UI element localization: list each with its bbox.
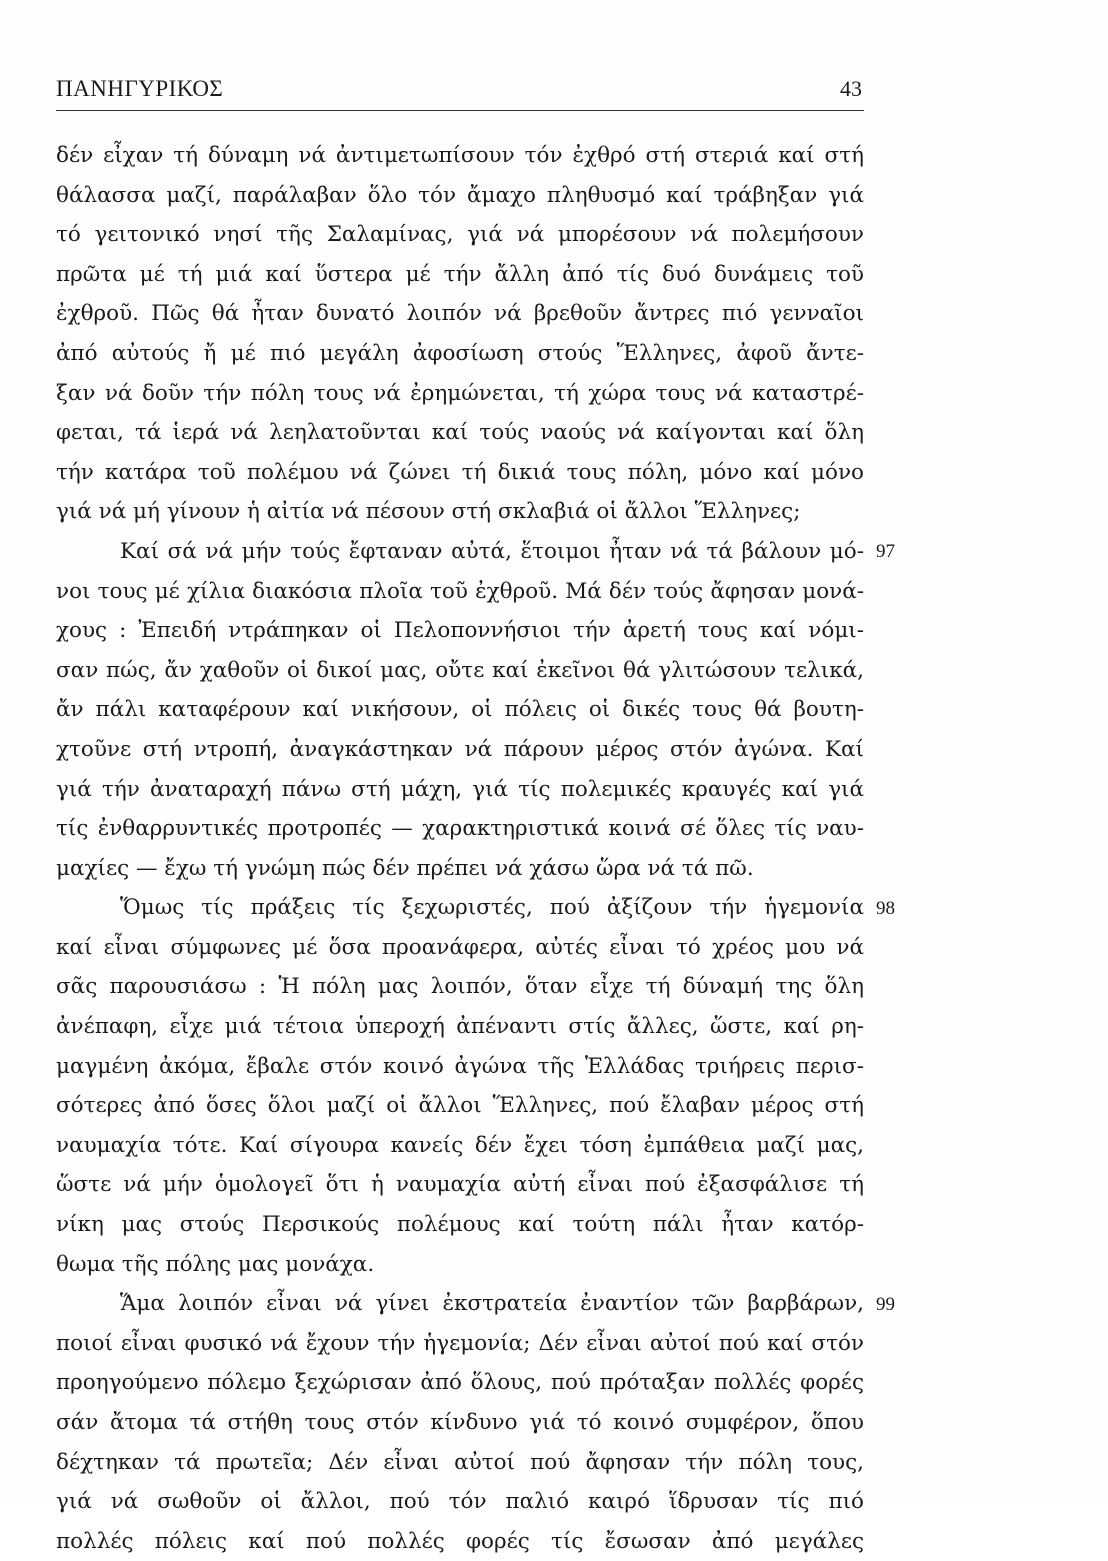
text-line: μαχίες — ἔχω τή γνώμη πώς δέν πρέπει νά χάσω ὥρα νά τά πῶ. (56, 855, 754, 881)
text-line: σότερες ἀπό ὅσες ὅλοι μαζί οἱ ἄλλοι Ἕλληνες, πού ἔλαβαν μέρος στή (56, 1093, 864, 1119)
text-line: θωμα τῆς πόλης μας μονάχα. (56, 1251, 375, 1277)
page-number: 43 (840, 76, 862, 101)
text-line: καί εἶναι σύμφωνες μέ ὅσα προανάφερα, αὐτές εἶναι τό χρέος μου νά (56, 934, 864, 960)
text-line: δέχτηκαν τά πρωτεῖα; Δέν εἶναι αὐτοί πού ἄφησαν τήν πόλη τους, (56, 1449, 864, 1475)
text-line: γιά τήν ἀναταραχή πάνω στή μάχη, γιά τίς πολεμικές κραυγές καί γιά (56, 776, 864, 802)
running-header (56, 74, 864, 111)
text-line: ἄν πάλι καταφέρουν καί νικήσουν, οἱ πόλεις οἱ δικές τους θά βουτη- (56, 697, 864, 723)
text-line: ἐχθροῦ. Πῶς θά ἦταν δυνατό λοιπόν νά βρεθοῦν ἄντρες πιό γενναῖοι (56, 301, 864, 327)
text-line: θάλασσα μαζί, παράλαβαν ὅλο τόν ἄμαχο πληθυσμό καί τράβηξαν γιά (56, 182, 864, 208)
paragraph-first-line: Ἅμα λοιπόν εἶναι νά γίνει ἐκστρατεία ἐναντίον τῶν βαρβάρων, (120, 1291, 864, 1317)
text-line: δέν εἶχαν τή δύναμη νά ἀντιμετωπίσουν τόν ἐχθρό στή στεριά καί στή (56, 143, 864, 168)
text-line: ἀπό αὐτούς ἤ μέ πιό μεγάλη ἀφοσίωση στούς Ἕλληνες, ἀφοῦ ἄντε- (56, 340, 864, 366)
text-line: χτοῦνε στή ντροπή, ἀναγκάστηκαν νά πάρουν μέρος στόν ἀγώνα. Καί (56, 736, 864, 762)
text-line: νίκη μας στούς Περσικούς πολέμους καί τούτη πάλι ἦταν κατόρ- (56, 1212, 864, 1238)
body-text (56, 136, 864, 1561)
section-number-98: 98 (876, 898, 895, 919)
text-line: προηγούμενο πόλεμο ξεχώρισαν ἀπό ὅλους, πού πρόταξαν πολλές φορές (56, 1370, 864, 1396)
text-line: ξαν νά δοῦν τήν πόλη τους νά ἐρημώνεται, τή χώρα τους νά καταστρέ- (56, 380, 864, 406)
text-line: πολλές πόλεις καί πού πολλές φορές τίς ἔσωσαν ἀπό μεγάλες (56, 1528, 864, 1554)
running-title: ΠΑΝΗΓΥΡΙΚΟΣ (56, 76, 224, 101)
text-line: ναυμαχία τότε. Καί σίγουρα κανείς δέν ἔχει τόση ἐμπάθεια μαζί μας, (56, 1132, 864, 1158)
text-line: ποιοί εἶναι φυσικό νά ἔχουν τήν ἡγεμονία; Δέν εἶναι αὐτοί πού καί στόν (56, 1330, 864, 1356)
text-line: τήν κατάρα τοῦ πολέμου νά ζώνει τή δικιά τους πόλη, μόνο καί μόνο (56, 459, 864, 485)
text-line: μαγμένη ἀκόμα, ἔβαλε στόν κοινό ἀγώνα τῆς Ἑλλάδας τριήρεις περισ- (56, 1053, 864, 1079)
text-line: σᾶς παρουσιάσω : Ἡ πόλη μας λοιπόν, ὅταν εἶχε τή δύναμή της ὅλη (56, 974, 864, 1000)
text-line: γιά νά μή γίνουν ἡ αἰτία νά πέσουν στή σκλαβιά οἱ ἄλλοι Ἕλληνες; (56, 499, 801, 525)
text-line: χους : Ἐπειδή ντράπηκαν οἱ Πελοποννήσιοι τήν ἀρετή τους καί νόμι- (56, 618, 864, 644)
text-line: νοι τους μέ χίλια διακόσια πλοῖα τοῦ ἐχθροῦ. Μά δέν τούς ἄφησαν μονά- (56, 578, 864, 604)
paragraph-first-line: Ὅμως τίς πράξεις τίς ξεχωριστές, πού ἀξίζουν τήν ἡγεμονία (120, 895, 864, 921)
paragraph-first-line: Καί σά νά μήν τούς ἔφταναν αὐτά, ἕτοιμοι ἦταν νά τά βάλουν μό- (120, 538, 864, 564)
text-line: γιά νά σωθοῦν οἱ ἄλλοι, πού τόν παλιό καιρό ἵδρυσαν τίς πιό (56, 1489, 864, 1515)
text-line: ἀνέπαφη, εἶχε μιά τέτοια ὑπεροχή ἀπέναντι στίς ἄλλες, ὥστε, καί ρη- (56, 1014, 864, 1040)
text-line: σάν ἄτομα τά στήθη τους στόν κίνδυνο γιά τό κοινό συμφέρον, ὅπου (56, 1410, 864, 1435)
text-line: ὥστε νά μήν ὁμολογεῖ ὅτι ἡ ναυμαχία αὐτή εἶναι πού ἐξασφάλισε τή (56, 1172, 864, 1198)
text-line: σαν πώς, ἄν χαθοῦν οἱ δικοί μας, οὔτε καί ἐκεῖνοι θά γλιτώσουν τελικά, (56, 657, 864, 683)
section-number-97: 97 (876, 541, 895, 562)
text-line: φεται, τά ἱερά νά λεηλατοῦνται καί τούς ναούς νά καίγονται καί ὅλη (56, 420, 864, 446)
text-line: τίς ἐνθαρρυντικές προτροπές — χαρακτηριστικά κοινά σέ ὅλες τίς ναυ- (56, 816, 864, 842)
text-line: πρῶτα μέ τή μιά καί ὕστερα μέ τήν ἄλλη ἀπό τίς δυό δυνάμεις τοῦ (56, 261, 864, 287)
text-line: τό γειτονικό νησί τῆς Σαλαμίνας, γιά νά μπορέσουν νά πολεμήσουν (56, 222, 864, 248)
section-number-99: 99 (876, 1294, 895, 1315)
